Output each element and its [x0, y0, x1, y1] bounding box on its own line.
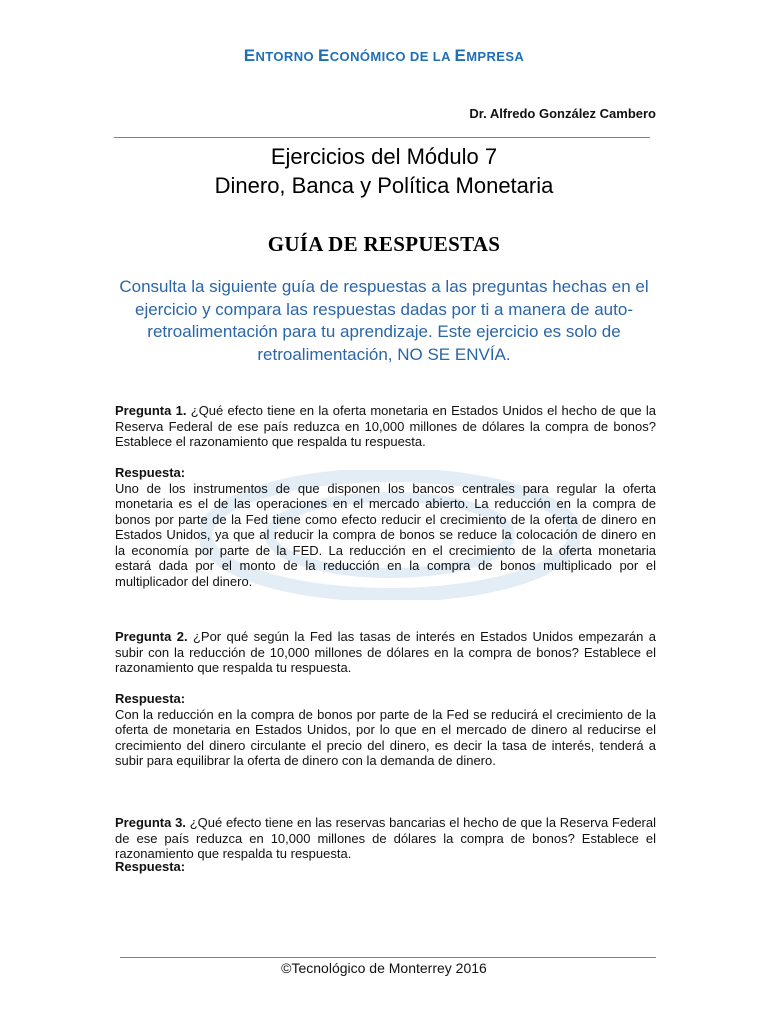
course-title-rest: CONÓMICO DE LA — [329, 49, 455, 64]
question-text: ¿Por qué según la Fed las tasas de interés en Estados Unidos empezarán a subir con la reducción de 10,000 millones de dólares en la compra de bonos? Establece el razonamiento que respalda tu respuesta. — [115, 629, 656, 675]
footer-divider — [120, 957, 656, 958]
question-text: ¿Qué efecto tiene en las reservas bancarias el hecho de que la Reserva Federal de ese país reduzca en 10,000 millones de dólares la compra de bonos? Establece el razonamiento que respalda tu respuesta. — [115, 815, 657, 861]
question-3 — [115, 815, 656, 862]
footer-copyright: ©Tecnológico de Monterrey 2016 — [281, 960, 487, 976]
answer-label: Respuesta: — [115, 859, 186, 874]
course-title — [0, 46, 768, 66]
answer-label: Respuesta: — [115, 465, 186, 480]
answer-1 — [115, 465, 656, 589]
question-2 — [115, 629, 656, 676]
answer-text: Uno de los instrumentos de que disponen los bancos centrales para regular la oferta monetaria es el de las operaciones en el mercado abierto. La reducción en la compra de bonos por parte de la Fed tiene como efecto reducir el crecimiento de la oferta de dinero en Estados Unidos, ya que al reducir la compra de bonos se reduce la colocación de dinero en la economía por parte de la FED. La reducción en el crecimiento de la oferta monetaria estará dada por el monto de la reducción en la compra de bonos multiplicado por el multiplicador del dinero. — [115, 480, 656, 589]
question-label: Pregunta 2. — [115, 629, 188, 644]
course-title-rest: NTORNO — [255, 49, 319, 64]
document-title — [0, 142, 768, 200]
question-1 — [115, 403, 656, 450]
question-label: Pregunta 1. — [115, 403, 187, 418]
question-label: Pregunta 3. — [115, 815, 186, 830]
question-text: ¿Qué efecto tiene en la oferta monetaria en Estados Unidos el hecho de que la Reserva Federal de ese país reduzca en 10,000 millones de dólares la compra de bonos? Establece el razonamiento que respalda tu respuesta. — [115, 403, 657, 449]
document-title-line1: Ejercicios del Módulo 7 — [270, 144, 498, 169]
guide-heading: GUÍA DE RESPUESTAS — [267, 232, 501, 256]
answer-text: Con la reducción en la compra de bonos por parte de la Fed se reducirá el crecimiento de la oferta de monetaria en Estados Unidos, por lo que en el mercado de dinero al reducirse el crecimiento del dinero circulante el precio del dinero, es decir la tasa de interés, tenderá a subir para equilibrar la oferta de dinero con la demanda de dinero. — [115, 706, 656, 768]
answer-label: Respuesta: — [115, 691, 186, 706]
answer-3 — [115, 859, 656, 875]
document-title-line2: Dinero, Banca y Política Monetaria — [214, 173, 554, 198]
author-name: Dr. Alfredo González Cambero — [469, 106, 656, 121]
header-divider — [114, 137, 650, 138]
course-title-initial: E — [454, 46, 467, 65]
course-title-initial: E — [243, 46, 256, 65]
course-title-initial: E — [318, 46, 330, 65]
answer-2 — [115, 691, 656, 769]
course-title-rest: MPRESA — [466, 49, 525, 64]
intro-paragraph: Consulta la siguiente guía de respuestas a las preguntas hechas en el ejercicio y compara las respuestas dadas por ti a manera de auto-retroalimentación para tu aprendizaje. Este ejercicio es solo de retroalimentación, NO SE ENVÍA. — [119, 277, 649, 364]
